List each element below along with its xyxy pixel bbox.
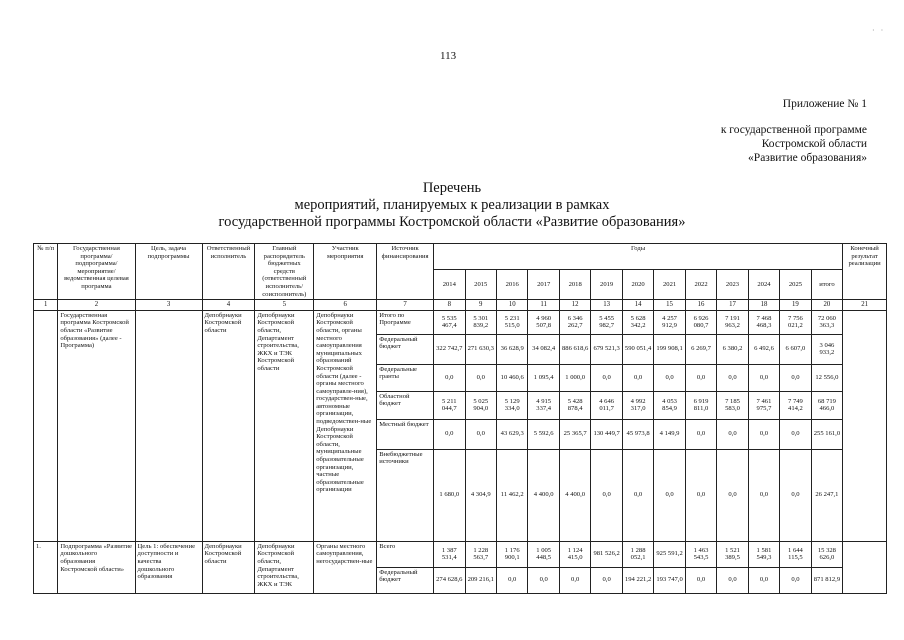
value-cell: 886 618,6: [559, 334, 590, 364]
header-program: Государственная программа/ подпрограмма/ мероприятие/ ведомственная целевая программа: [58, 244, 135, 300]
value-cell: 36 628,9: [496, 334, 527, 364]
manager-cell: Депобрнауки Костромской области, Департамент строительства, ЖКХ и ТЭК Костромской области: [255, 310, 314, 541]
corner-marks: · ·: [872, 26, 886, 35]
value-cell: 0,0: [465, 419, 496, 449]
header-manager: Главный распорядитель бюджетных средств (ответственный исполнитель/ соисполнитель): [255, 244, 314, 300]
value-cell: 5 231 515,0: [496, 310, 527, 334]
value-cell: 7 461 975,7: [748, 391, 779, 419]
column-number: 13: [591, 300, 622, 311]
value-cell: 0,0: [434, 419, 465, 449]
appendix-note: [721, 97, 867, 165]
value-cell: 4 960 507,8: [528, 310, 559, 334]
value-cell: 194 221,2: [622, 567, 653, 593]
value-cell: 25 365,7: [559, 419, 590, 449]
table-row: [34, 310, 887, 334]
responsible-cell: Депобрнауки Костромской области: [202, 310, 255, 541]
value-cell: 0,0: [780, 567, 811, 593]
value-cell: 0,0: [496, 567, 527, 593]
header-year: 2016: [496, 270, 527, 300]
value-cell: 1 005 448,5: [528, 541, 559, 567]
value-cell: 4 400,0: [559, 449, 590, 541]
value-cell: 0,0: [780, 364, 811, 391]
header-year: 2018: [559, 270, 590, 300]
row-number: 1.: [34, 541, 58, 593]
header-year: 2024: [748, 270, 779, 300]
value-cell: 0,0: [748, 419, 779, 449]
header-year: 2022: [685, 270, 716, 300]
column-number: 3: [135, 300, 202, 311]
value-cell: 0,0: [717, 567, 748, 593]
value-cell: 0,0: [748, 567, 779, 593]
value-cell: 0,0: [717, 364, 748, 391]
program-name: Государственная программа Костромской области «Развитие образования» (далее - Программа): [58, 310, 135, 541]
value-cell: 0,0: [559, 567, 590, 593]
value-cell: 5 628 342,2: [622, 310, 653, 334]
value-cell: 5 301 839,2: [465, 310, 496, 334]
value-cell: 5 455 982,7: [591, 310, 622, 334]
value-cell: 15 328 626,0: [811, 541, 843, 567]
header-years: Годы: [434, 244, 843, 270]
value-cell: 0,0: [591, 364, 622, 391]
value-cell: 5 592,6: [528, 419, 559, 449]
goal-cell: Цель 1: обеспечение доступности и качества дошкольного образования: [135, 541, 202, 593]
value-cell: 11 462,2: [496, 449, 527, 541]
value-cell: 12 556,0: [811, 364, 843, 391]
header-goal: Цель, задача подпрограммы: [135, 244, 202, 300]
value-cell: 6 919 811,0: [685, 391, 716, 419]
value-cell: 6 269,7: [685, 334, 716, 364]
value-cell: 199 908,1: [654, 334, 685, 364]
header-year: итого: [811, 270, 843, 300]
title-line-3: государственной программы Костромской области «Развитие образования»: [218, 214, 686, 230]
column-number: 15: [654, 300, 685, 311]
column-number: 14: [622, 300, 653, 311]
header-responsible: Ответственный исполнитель: [202, 244, 255, 300]
title-line-2: мероприятий, планируемых к реализации в рамках: [294, 197, 610, 213]
value-cell: 0,0: [685, 364, 716, 391]
value-cell: 4 053 854,9: [654, 391, 685, 419]
value-cell: 1 288 052,1: [622, 541, 653, 567]
column-number: 9: [465, 300, 496, 311]
value-cell: 0,0: [748, 364, 779, 391]
value-cell: 0,0: [654, 364, 685, 391]
header-year: 2019: [591, 270, 622, 300]
value-cell: 925 591,2: [654, 541, 685, 567]
column-number: 12: [559, 300, 590, 311]
value-cell: 5 025 904,0: [465, 391, 496, 419]
value-cell: 4 400,0: [528, 449, 559, 541]
value-cell: 0,0: [622, 449, 653, 541]
value-cell: 209 216,1: [465, 567, 496, 593]
value-cell: 274 628,6: [434, 567, 465, 593]
value-cell: 10 460,6: [496, 364, 527, 391]
program-name: Подпрограмма «Развитие дошкольного образования Костромской области»: [58, 541, 135, 593]
header-year: 2021: [654, 270, 685, 300]
value-cell: 5 129 334,0: [496, 391, 527, 419]
header-year: 2023: [717, 270, 748, 300]
value-cell: 0,0: [685, 567, 716, 593]
value-cell: 193 747,0: [654, 567, 685, 593]
value-cell: 1 521 389,5: [717, 541, 748, 567]
value-cell: 34 082,4: [528, 334, 559, 364]
funding-source: Внебюджетные источники: [377, 449, 434, 541]
appendix-line-1: Приложение № 1: [782, 98, 867, 110]
column-number: 10: [496, 300, 527, 311]
column-number: 16: [685, 300, 716, 311]
value-cell: 1 176 900,1: [496, 541, 527, 567]
column-number: 20: [811, 300, 843, 311]
row-number: [34, 310, 58, 541]
value-cell: 6 380,2: [717, 334, 748, 364]
goal-cell: [135, 310, 202, 541]
value-cell: 0,0: [748, 449, 779, 541]
value-cell: 45 973,8: [622, 419, 653, 449]
column-number: 18: [748, 300, 779, 311]
value-cell: 590 051,4: [622, 334, 653, 364]
value-cell: 1 463 543,5: [685, 541, 716, 567]
value-cell: 26 247,1: [811, 449, 843, 541]
column-number: 21: [843, 300, 887, 311]
value-cell: 7 756 021,2: [780, 310, 811, 334]
value-cell: 43 629,3: [496, 419, 527, 449]
value-cell: 1 644 115,5: [780, 541, 811, 567]
value-cell: 0,0: [685, 449, 716, 541]
value-cell: 0,0: [528, 567, 559, 593]
funding-source: Федеральный бюджет: [377, 567, 434, 593]
appendix-line-4: «Развитие образования»: [748, 152, 867, 164]
participants-cell: Органы местного самоуправления, негосударствен-ные: [314, 541, 377, 593]
value-cell: 1 680,0: [434, 449, 465, 541]
column-number: 8: [434, 300, 465, 311]
value-cell: 7 191 963,2: [717, 310, 748, 334]
value-cell: 5 211 044,7: [434, 391, 465, 419]
value-cell: 4 915 337,4: [528, 391, 559, 419]
value-cell: 7 468 468,3: [748, 310, 779, 334]
value-cell: 981 526,2: [591, 541, 622, 567]
header-participants: Участник мероприятия: [314, 244, 377, 300]
column-number: 6: [314, 300, 377, 311]
value-cell: 1 124 415,0: [559, 541, 590, 567]
header-sources: Источник финансирования: [377, 244, 434, 300]
value-cell: 0,0: [654, 449, 685, 541]
value-cell: 0,0: [717, 419, 748, 449]
value-cell: 0,0: [780, 419, 811, 449]
value-cell: 0,0: [717, 449, 748, 541]
value-cell: 1 095,4: [528, 364, 559, 391]
column-number: 1: [34, 300, 58, 311]
result-cell: [843, 310, 887, 541]
manager-cell: Депобрнауки Костромской области, Департамент строительства, ЖКХ и ТЭК: [255, 541, 314, 593]
value-cell: 322 742,7: [434, 334, 465, 364]
value-cell: 1 000,0: [559, 364, 590, 391]
title-line-1: Перечень: [422, 180, 482, 196]
appendix-line-2: к государственной программе: [720, 124, 867, 136]
column-number: 7: [377, 300, 434, 311]
value-cell: 6 926 080,7: [685, 310, 716, 334]
value-cell: 679 521,3: [591, 334, 622, 364]
value-cell: 4 304,9: [465, 449, 496, 541]
value-cell: 1 387 531,4: [434, 541, 465, 567]
header-year: 2015: [465, 270, 496, 300]
header-year: 2020: [622, 270, 653, 300]
measures-table: [33, 243, 887, 594]
value-cell: 130 449,7: [591, 419, 622, 449]
value-cell: 72 060 363,3: [811, 310, 843, 334]
header-num: № п/п: [34, 244, 58, 300]
value-cell: 0,0: [780, 449, 811, 541]
value-cell: 68 719 466,0: [811, 391, 843, 419]
funding-source: Областной бюджет: [377, 391, 434, 419]
value-cell: 7 749 414,2: [780, 391, 811, 419]
value-cell: 4 992 317,0: [622, 391, 653, 419]
document-title: [0, 180, 904, 231]
header-year: 2025: [780, 270, 811, 300]
column-number: 4: [202, 300, 255, 311]
value-cell: 6 346 262,7: [559, 310, 590, 334]
value-cell: 0,0: [622, 364, 653, 391]
value-cell: 4 149,9: [654, 419, 685, 449]
responsible-cell: Депобрнауки Костромской области: [202, 541, 255, 593]
value-cell: 1 581 549,3: [748, 541, 779, 567]
table-row: [34, 541, 887, 567]
value-cell: 0,0: [591, 567, 622, 593]
value-cell: 5 428 878,4: [559, 391, 590, 419]
value-cell: 7 185 583,0: [717, 391, 748, 419]
value-cell: 4 646 011,7: [591, 391, 622, 419]
column-number: 2: [58, 300, 135, 311]
value-cell: 1 228 563,7: [465, 541, 496, 567]
funding-source: Итого по Программе: [377, 310, 434, 334]
value-cell: 271 630,3: [465, 334, 496, 364]
value-cell: 0,0: [465, 364, 496, 391]
value-cell: 0,0: [685, 419, 716, 449]
header-result: Конечный результат реализации: [843, 244, 887, 300]
result-cell: [843, 541, 887, 593]
column-number: 17: [717, 300, 748, 311]
value-cell: 3 046 933,2: [811, 334, 843, 364]
header-year: 2017: [528, 270, 559, 300]
funding-source: Местный бюджет: [377, 419, 434, 449]
value-cell: 871 812,9: [811, 567, 843, 593]
value-cell: 6 607,0: [780, 334, 811, 364]
column-number: 5: [255, 300, 314, 311]
value-cell: 5 535 467,4: [434, 310, 465, 334]
funding-source: Федеральный бюджет: [377, 334, 434, 364]
value-cell: 255 161,0: [811, 419, 843, 449]
column-number: 11: [528, 300, 559, 311]
header-year: 2014: [434, 270, 465, 300]
funding-source: Всего: [377, 541, 434, 567]
value-cell: 0,0: [591, 449, 622, 541]
appendix-line-3: Костромской области: [761, 138, 867, 150]
value-cell: 6 492,6: [748, 334, 779, 364]
value-cell: 0,0: [434, 364, 465, 391]
funding-source: Федеральные гранты: [377, 364, 434, 391]
participants-cell: Депобрнауки Костромской области, органы местного самоуправления муниципальных образований Костромской области (далее - органы местного самоуправле-ния), государствен-ные, автономные организации, подведомствен-ные Депобрнауки Костромской области, муниципальные образовательные организации, частные образовательные организации: [314, 310, 377, 541]
value-cell: 4 257 912,9: [654, 310, 685, 334]
page-number: 113: [440, 50, 457, 62]
column-number: 19: [780, 300, 811, 311]
